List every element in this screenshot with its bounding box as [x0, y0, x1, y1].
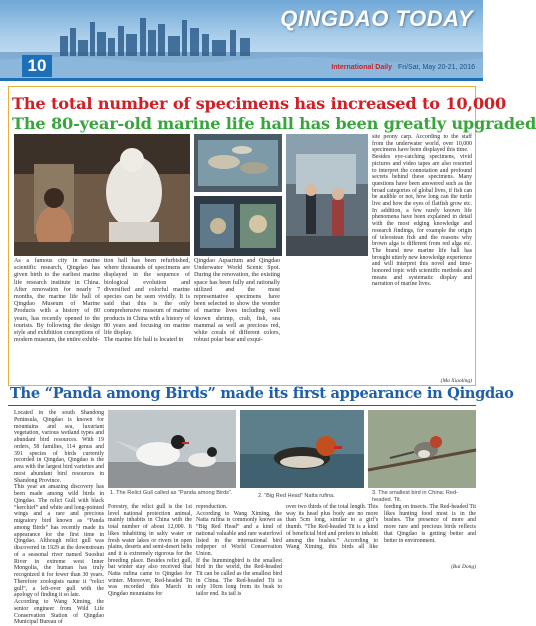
photo-specimen-display — [194, 196, 282, 256]
section-name: International Daily — [331, 64, 392, 71]
story2-headline: The “Panda among Birds” made its first appearance in Qingdao — [10, 385, 514, 402]
photo-visitors-hall — [286, 134, 368, 256]
issue-date: Fri/Sat, May 20-21, 2016 — [397, 64, 475, 71]
caption-red-headed-tit: 3. The smallest bird in China: Red-headed. Tit. — [372, 490, 459, 503]
story1-column-3 — [194, 258, 280, 344]
story2-text-4: over two thirds of the total length. This way its head plus body are no more than 5cm long, similar to a girl’s thumb. “The Red-headed Tit is a kind of beneficial bird and prefers to inhabit among the bushes.” According to Wang Ximing, this birds all like feeding on insects. The Red-headed Tit likes hunting food most is in the bushes. The presence of more and more rare and precious birds reflects that Qingdao is getting better and better in environment. — [286, 504, 476, 551]
story2-column-4 — [286, 504, 476, 564]
caption-big-red-head: 2. “Big Red Head” Natta rufina. — [258, 493, 335, 499]
story1-headline: The total number of specimens has increased to 10,000 — [12, 94, 507, 113]
page-number: 10 — [22, 55, 52, 77]
story2-byline: (Bai Dong) — [451, 564, 476, 570]
story1-column-1 — [14, 258, 100, 344]
story2-text-2: Forestry, the relict gull is the 1st level national protection animal, mainly inhabits in China with the total number of about 12,000. It likes inhabiting in salty water or fresh water lakes or rivers in open plains, deserts and semi-desert belts and it is extremely rigorous for the breeding place. Besides relict gull, bat winter stay also received that Natta rufina came to Qingdao for winter. Moreover, Red-headed Tit was recorded this March in Qingdao mountains for — [108, 504, 192, 598]
story1-column-4 — [372, 134, 472, 378]
paper-name: QINGDAO TODAY — [280, 6, 473, 31]
story1-subheadline: The 80-year-old marine life hall has been greatly upgraded — [12, 114, 536, 133]
photo-fish-specimens — [194, 134, 282, 192]
story2-column-2 — [108, 504, 192, 598]
photo-relict-gull — [108, 410, 236, 488]
masthead — [0, 0, 483, 78]
story1-text-2: tion hall has been refurbished, where thousands of specimens are displayed in the sequence of biological evolution and diversified and colorful marine species can be seen vividly. It is said that this is the only comprehensive museum of marine products in China with a history of 80 years and focusing on marine life display. The marine life hall is located in — [104, 258, 190, 344]
photo-red-headed-tit — [368, 410, 476, 488]
photo-big-red-head — [240, 410, 364, 488]
masthead-rule — [0, 78, 483, 81]
photo-polar-bear-exhibit — [14, 134, 190, 256]
story1-column-2 — [104, 258, 190, 344]
story2-rule — [8, 405, 476, 406]
story2-column-3 — [196, 504, 282, 598]
story2-column-1 — [14, 410, 104, 626]
story1-text-3: Qingdao Aquarium and Qingdao Underwater World Scenic Spot. During the renovation, the existing space has been fully and rationally utilized and the most representative specimens have been selected to show the wonder of marine lives including well known shrimp, crab, fish, sea mammal as well as precious red, white corals of different colors, robust polar bear and exqui- — [194, 258, 280, 344]
story1-text-4: site peony carp. According to the staff from the underwater world, over 10,000 specimens have been displayed this time. Besides eye-catching specimens, vivid pictures and video tapes are also resorted to interpret the connotation and profound secrets behind these specimens. Many questions have been answered such as the broad categories of global lives, if fish can be audible or not, how long can the turtle live and how the eyes of flatfish grow etc. In addition, a few rarely known life phenomena have been explained in detail with the most edging knowledge and research findings, for example the origin of teleostean fish and the reasons why brown alga is different from red alga etc. The brand new marine life hall has brought utterly new knowledge experience and will interpret this novel and time-honored topic with scientific methods and means and systematic display and narration of marine lives. — [372, 134, 472, 288]
caption-relict-gull: 1. The Relict Gull called as “Panda among Birds”. — [110, 490, 233, 496]
story1-text-1: As a famous city in marine scientific research, Qingdao has given birth to the earliest marine life research institute in China. After renovation for nearly 7 months, the marine life hall of Qingdao Museum of Marine Products with a history of 80 years, has recently opened to the tourists. By following the design style and exhibition conceptions of modern museum, the entire exhibi- — [14, 258, 100, 344]
edition-line — [331, 64, 475, 71]
story1-byline: (Ma Xiaoling) — [440, 378, 472, 384]
story2-text-3: reproduction. According to Wang Ximing, the Natta rufina is commonly known as “Big Red Head” and a kind of national valuable and rare waterfowl listed in the international bird redpeper of World Conservation Union. If the hummingbird is the smallest bird in the world, the Red-headed Tit can be called as the smallest bird in China. The Red-headed Tit is only 10cm long from its beak to tailor end. Its tail is — [196, 504, 282, 598]
story2-text-1: Located in the south Shandong Peninsula, Qingdao is known for mountains and sea, luxuriant vegetation, various wetland types and abundant bird resources. With 19 orders, 58 families, 114 genus and 391 species of birds currently recorded in Qingdao, Qingdao is the area with the largest bird varieties and most abundant bird resources in Shandong Province. This year an amazing discovery has been made among wild birds in Qingdao. The relict Gull with black “kerchief” and white and long-pointed wings and a rare and precious migratory bird known as “Panda among Birds” has recently made its appearance for the first time in Qingdao. Although relict gull was discovered in 1929 at the downstream of a seasonal river named Suoshui River in extreme west Inner Mongolia, the human has truly recognized it for fewer than 30 years. Therefore zoologists name it “relict gull”, a left-over gull with the apology of finding it so late. According to Wang Ximing, the senior engineer from Wild Life Conservation Station of Qingdao Municipal Bureau of — [14, 410, 104, 626]
